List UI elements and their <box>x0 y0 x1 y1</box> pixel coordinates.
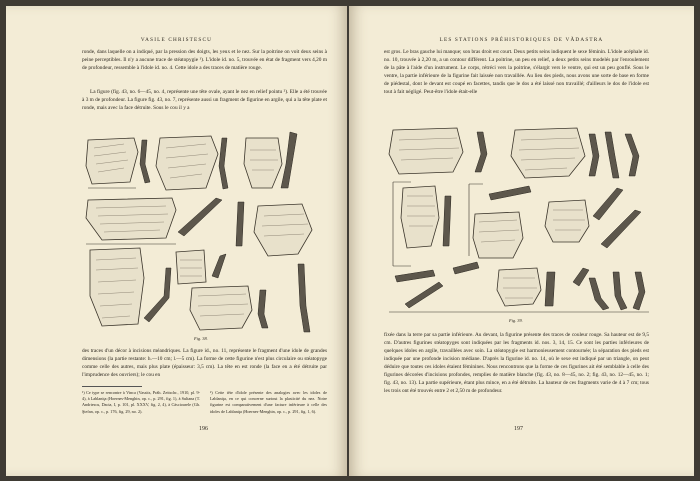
sherd-profile <box>625 134 639 176</box>
sherd-profile <box>545 272 555 306</box>
sherd-profile <box>613 272 627 310</box>
figure-caption: Fig. 38. <box>194 336 208 341</box>
sherd-profile <box>633 272 645 310</box>
sherd-drawing <box>497 268 541 306</box>
sherd-profile <box>298 264 310 332</box>
sherd-profile <box>605 132 619 178</box>
sherd-profile <box>258 290 268 328</box>
footnote: ¹) Ce type se rencontre à Vinca (Vassits, Pràh. Zeitschr., 1910, pl. 9-4), à Lablaniţa (Hoernes-Menghin, op. c., p. 291, fig. 1), à Sultana (T. Andriescu, Dacia, I, p. 101, pl. XXXV, fig. 2, 4), à Căscioarele (Gh. Ştefan, op. c., p. 176, fig. 29, no. 2). <box>82 390 200 414</box>
sherd-profile <box>573 268 589 286</box>
sherd-profile <box>593 188 623 220</box>
sherd-profile <box>281 132 297 188</box>
footnote-rule <box>82 386 142 387</box>
sherd-drawing <box>545 200 589 242</box>
sherd-profile <box>144 268 171 322</box>
left-page <box>6 6 347 476</box>
sherd-drawing <box>254 204 312 256</box>
running-head: VASILE CHRISTESCU <box>140 37 213 43</box>
sherd-drawing <box>176 250 206 284</box>
body-paragraph: des traces d'un décor à incisions méandriques. La figure id., no. 11, représente le fragment d'une idole de grandes dimensions (la partie restante: h.—10 cm; l.—5 cm). La forme de cette figurine n'est plus circulaire ou stéatopyge comme celle des autres, mais plus plate (épaisseur: 3,5 cm). La tête en est ronde (la face en a été détruite par l'imprudence des ouvriers); le cou en <box>82 348 327 378</box>
sherd-profile <box>395 270 435 282</box>
sherd-profile <box>589 134 599 176</box>
page-number: 197 <box>514 426 523 432</box>
figure-caption: Fig. 39. <box>509 318 523 323</box>
sherd-profile <box>219 138 228 189</box>
sherd-drawing <box>156 136 218 190</box>
sherd-drawing <box>90 248 144 326</box>
sherd-drawing <box>393 182 439 266</box>
sherd-profile <box>212 254 226 278</box>
sherd-profile <box>405 282 443 308</box>
running-head: LES STATIONS PRÉHISTORIQUES DE VĂDASTRA <box>439 37 604 43</box>
sherd-profile <box>589 278 609 310</box>
body-paragraph: ronde, dans laquelle on a indiqué, par la pression des doigts, les yeux et le nez. Sur la poitrine on voit deux seins à peine perceptibles. Il n'y a aucune trace de stéatopygie ¹). L'idole id. no. 5, trouvée en état de fragment vers 4,20 m de profondeur, ressemble à l'idole id. no. 4. Cette idole a des traces de matière rouge. <box>82 49 327 71</box>
sherd-drawing <box>511 128 585 178</box>
sherd-profile <box>140 140 150 183</box>
right-page <box>349 6 694 476</box>
sherd-drawing <box>389 128 463 174</box>
sherd-profile <box>178 198 222 236</box>
sherd-profile <box>443 196 451 246</box>
sherd-profile <box>236 202 244 246</box>
body-paragraph: fixée dans la terre par sa partie inférieure. Au devant, la figurine présente des traces de couleur rouge. Sa hauteur est de 9,5 cm. D'autres figurines stéatopyges sont indiquées par les fragments id. nos. 3, 14, 15. Ce sont les parties inférieures de quelques idoles en argile, travaillées avec soin. La stéatopygie est harmonieusement contournée; la séparation des pieds est indiquée par une profonde incision médiane. D'après la figurine id. no. 14, où le sexe est indiqué par un triangle, on peut déduire que toutes ces idoles étaient féminines. Nous rencontrons que la forme de ces figurines ait été semblable à celle des figurines décorées d'incisions profondes, remplies de matière blanche (fig. 43, no. 8—45, no. 2; fig. 43, no. 12—45, no. 1; fig. 43, no. 13). La partie supérieure, étant plus mince, en a été détruite. La hauteur de ces fragments varie de 4 à 7 cm; tous les trois ont été trouvés entre 2 et 2,50 m de profondeur. <box>384 332 649 394</box>
sherd-profile <box>601 210 641 248</box>
footnote: ²) Cette tête d'idole présente des analogies avec les idoles de Lablaniţa, en ce qui concerne surtout la plasticité du nez. Notre figurine est comparativement d'une facture inférieure à celle des idoles de Lablaniţa (Hoernes-Menghin, op. c., p. 291, fig. 1, 6). <box>210 390 327 414</box>
body-paragraph: est gros. Le bras gauche lui manque; son bras droit est court. Deux petits seins indiquent le sexe féminin. L'idole acéphale id. no. 10, trouvée à 2,20 m, a un contour différent. La poitrine, un peu en relief, a deux petits seins modelés par l'enroulement de la pâte à l'aide d'un instrument. Le corps, rétréci vers la poitrine, s'élargit vers le ventre, qui est un peu gonflé. Sous le ventre, la partie inférieure de la figurine fait laissée non travaillée. Au lieu des pieds, nous avons une sorte de base en forme de piédestal, dont le devant est coupé en facettes, tandis que le dos a été laissé non travaillé; d'ailleurs le dos de l'idole est tout à fait négligé. Peut-être l'idole était-elle <box>384 49 649 95</box>
body-paragraph: La figure (fig. 43, no. 6—45, no. 4, représente une tête ovale, ayant le nez en relief pointu ²). Elle a été trouvée à 3 m de profondeur. La figure fig. 43, no. 7, représente aussi un fragment de figurine en argile, qui a la tête plate et ronde, mais avec la face détruite. Sous le cou il y a <box>82 89 327 111</box>
sherd-drawing <box>190 286 252 330</box>
page-number: 196 <box>199 426 208 432</box>
sherd-drawing <box>86 198 176 244</box>
sherd-profile <box>453 262 479 274</box>
sherd-drawing <box>244 138 282 188</box>
sherd-profile <box>489 186 531 200</box>
pottery-figure <box>349 6 694 476</box>
sherd-profile <box>475 132 487 172</box>
sherd-drawing <box>86 138 138 188</box>
